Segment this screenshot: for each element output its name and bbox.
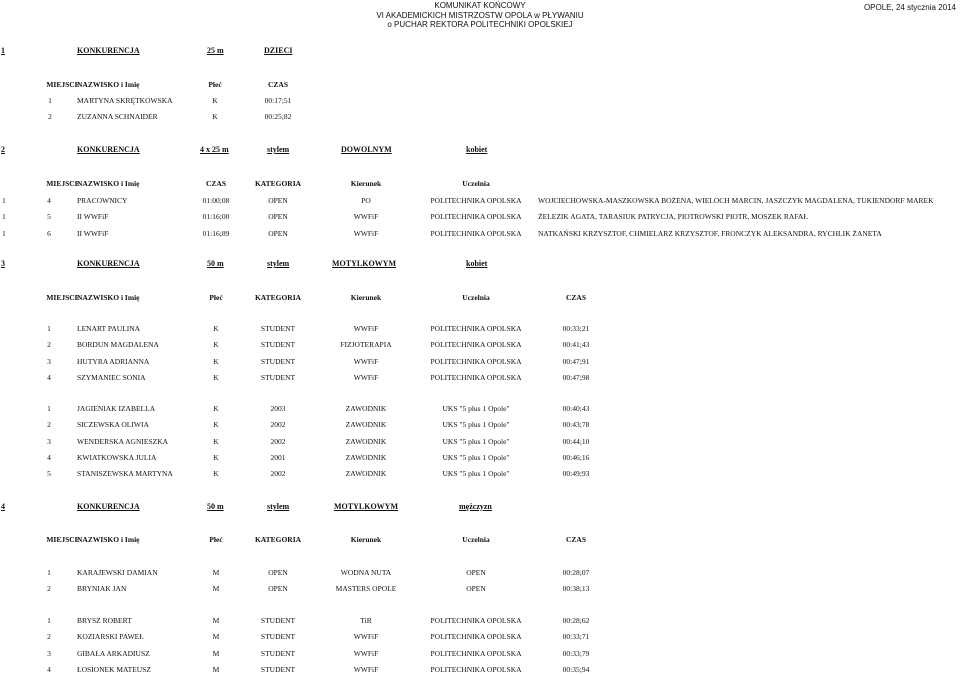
result-cell: 2 [47, 420, 51, 429]
column-header: MIEJSCE [46, 293, 80, 302]
result-cell: 01:00;08 [202, 196, 230, 205]
column-header: Uczelnia [462, 179, 490, 188]
result-cell: BRYNIAK JAN [77, 584, 127, 593]
column-header: Płeć [209, 535, 223, 544]
event-title-part: KONKURENCJA [77, 502, 140, 511]
result-cell: OPEN [268, 212, 288, 221]
result-cell: WWFiF [353, 632, 379, 641]
event-title-part: mężczyzn [459, 502, 492, 511]
column-header: KATEGORIA [254, 293, 302, 302]
event-title-part: DZIECI [264, 46, 293, 55]
result-cell: 1 [2, 212, 6, 221]
column-header: Uczelnia [462, 293, 490, 302]
result-cell: BRYSZ ROBERT [77, 616, 132, 625]
result-cell: HUTYRA ADRIANNA [77, 357, 150, 366]
result-cell: UKS "5 plus 1 Opole" [442, 469, 510, 478]
result-cell: JAGIENIAK IZABELLA [77, 404, 156, 413]
result-cell: K [212, 112, 218, 121]
result-cell: POLITECHNIKA OPOLSKA [430, 373, 522, 382]
result-cell: 3 [47, 649, 51, 658]
result-cell: II WWFiF [77, 212, 109, 221]
result-cell: ZUZANNA SCHNAIDER [77, 112, 158, 121]
result-cell: FIZJOTERAPIA [340, 340, 392, 349]
result-cell: 00:49;93 [562, 469, 590, 478]
result-cell: POLITECHNIKA OPOLSKA [430, 357, 522, 366]
result-cell: POLITECHNIKA OPOLSKA [430, 632, 522, 641]
result-cell: OPEN [268, 229, 288, 238]
result-cell: K [212, 96, 218, 105]
result-cell: K [213, 404, 219, 413]
result-cell: 4 [47, 373, 51, 382]
result-cell: 00:47;98 [562, 373, 590, 382]
result-cell: WOJCIECHOWSKA-MASZKOWSKA BOŻENA, WIELOCH MARCIN, JASZCZYK MAGDALENA, TUKIENDORF MAREK [538, 196, 934, 205]
result-cell: K [213, 357, 219, 366]
event-title-part: kobiet [466, 259, 488, 268]
column-header: Uczelnia [462, 535, 490, 544]
column-header: KATEGORIA [254, 535, 302, 544]
result-cell: POLITECHNIKA OPOLSKA [430, 340, 522, 349]
result-cell: WODNA NUTA [340, 568, 392, 577]
result-cell: 00:35;94 [562, 665, 590, 674]
event-title-part: 4 x 25 m [200, 145, 229, 154]
result-cell: POLITECHNIKA OPOLSKA [430, 229, 522, 238]
result-cell: 01:16;89 [202, 229, 230, 238]
result-cell: OPEN [268, 568, 288, 577]
report-header [0, 1, 960, 30]
result-cell: 1 [48, 96, 52, 105]
result-cell: SICZEWSKA OLIWIA [77, 420, 149, 429]
result-cell: 2002 [270, 469, 286, 478]
result-cell: STUDENT [260, 665, 296, 674]
result-cell: POLITECHNIKA OPOLSKA [430, 324, 522, 333]
result-cell: 1 [2, 196, 6, 205]
result-cell: OPEN [466, 584, 486, 593]
result-cell: M [212, 665, 220, 674]
event-title-part: stylem [267, 259, 290, 268]
result-cell: 3 [47, 357, 51, 366]
event-title-part: 50 m [207, 259, 224, 268]
result-cell: PRACOWNICY [77, 196, 128, 205]
result-cell: KOZIARSKI PAWEŁ [77, 632, 144, 641]
result-cell: 1 [2, 229, 6, 238]
column-header: NAZWISKO i Imię [77, 80, 140, 89]
result-cell: WWFiF [353, 324, 379, 333]
report-subtitle: VI AKADEMICKICH MISTRZOSTW OPOLA w PŁYWANIU [376, 10, 584, 20]
result-cell: OPEN [268, 584, 288, 593]
result-cell: ZAWODNIK [345, 469, 387, 478]
result-cell: 5 [47, 212, 51, 221]
result-cell: 1 [47, 324, 51, 333]
result-cell: PO [361, 196, 371, 205]
column-header: MIEJSCE [46, 535, 80, 544]
result-cell: UKS "5 plus 1 Opole" [442, 437, 510, 446]
result-cell: 1 [47, 616, 51, 625]
result-cell: MASTERS OPOLE [335, 584, 397, 593]
event-title-part: KONKURENCJA [77, 145, 140, 154]
result-cell: WWFiF [353, 665, 379, 674]
result-cell: K [213, 420, 219, 429]
result-cell: II WWFiF [77, 229, 109, 238]
event-title-part: stylem [267, 145, 290, 154]
result-cell: STUDENT [260, 340, 296, 349]
result-cell: 2 [48, 112, 52, 121]
result-cell: POLITECHNIKA OPOLSKA [430, 665, 522, 674]
column-header: CZAS [205, 179, 227, 188]
result-cell: 4 [47, 665, 51, 674]
event-title-part: kobiet [466, 145, 488, 154]
result-cell: WWFiF [353, 649, 379, 658]
column-header: Kierunek [350, 179, 382, 188]
result-cell: 2003 [270, 404, 286, 413]
event-title-part: 25 m [207, 46, 224, 55]
column-header: MIEJSCE [46, 179, 80, 188]
result-cell: K [213, 324, 219, 333]
column-header: MIEJSCE [46, 80, 80, 89]
event-title-part: stylem [267, 502, 290, 511]
result-cell: UKS "5 plus 1 Opole" [442, 404, 510, 413]
result-cell: GIBAŁA ARKADIUSZ [77, 649, 150, 658]
column-header: CZAS [267, 80, 289, 89]
result-cell: 2 [47, 340, 51, 349]
result-cell: SZYMANIEC SONIA [77, 373, 146, 382]
result-cell: LENART PAULINA [77, 324, 141, 333]
column-header: KATEGORIA [254, 179, 302, 188]
result-cell: STUDENT [260, 357, 296, 366]
result-cell: 3 [47, 437, 51, 446]
result-cell: 00:28;62 [562, 616, 590, 625]
result-cell: POLITECHNIKA OPOLSKA [430, 649, 522, 658]
result-cell: BORDUN MAGDALENA [77, 340, 159, 349]
result-cell: 00:47;91 [562, 357, 590, 366]
column-header: Kierunek [350, 293, 382, 302]
column-header: CZAS [565, 535, 587, 544]
result-cell: ZAWODNIK [345, 453, 387, 462]
result-cell: 2001 [270, 453, 286, 462]
result-cell: STUDENT [260, 649, 296, 658]
result-cell: 00:44;10 [562, 437, 590, 446]
result-cell: M [212, 649, 220, 658]
result-cell: 1 [47, 568, 51, 577]
result-cell: UKS "5 plus 1 Opole" [442, 453, 510, 462]
column-header: NAZWISKO i Imię [77, 535, 140, 544]
result-cell: STUDENT [260, 616, 296, 625]
result-cell: POLITECHNIKA OPOLSKA [430, 212, 522, 221]
result-cell: M [212, 616, 220, 625]
result-cell: KARAJEWSKI DAMIAN [77, 568, 158, 577]
result-cell: 4 [47, 453, 51, 462]
result-cell: K [213, 453, 219, 462]
result-cell: 2002 [270, 437, 286, 446]
result-cell: K [213, 340, 219, 349]
event-title-part: 50 m [207, 502, 224, 511]
result-cell: ZAWODNIK [345, 420, 387, 429]
result-cell: STUDENT [260, 324, 296, 333]
result-cell: 00:43;78 [562, 420, 590, 429]
result-cell: 01:16;00 [202, 212, 230, 221]
column-header: Płeć [209, 293, 223, 302]
event-title-part: KONKURENCJA [77, 259, 140, 268]
result-cell: 00:46;16 [562, 453, 590, 462]
result-cell: 2 [47, 632, 51, 641]
result-cell: WWFiF [353, 357, 379, 366]
event-title-part: KONKURENCJA [77, 46, 140, 55]
result-cell: 00:41;43 [562, 340, 590, 349]
report-subtitle-2: o PUCHAR REKTORA POLITECHNIKI OPOLSKIEJ [387, 20, 573, 29]
result-cell: K [213, 373, 219, 382]
result-cell: 1 [47, 404, 51, 413]
result-cell: M [212, 568, 220, 577]
result-cell: 4 [47, 196, 51, 205]
result-cell: 00:28;07 [562, 568, 590, 577]
result-cell: POLITECHNIKA OPOLSKA [430, 196, 522, 205]
result-cell: WWFiF [353, 229, 379, 238]
result-cell: TiR [360, 616, 372, 625]
result-cell: 5 [47, 469, 51, 478]
column-header: Kierunek [350, 535, 382, 544]
result-cell: 00:25;82 [264, 112, 292, 121]
event-title-part: MOTYLKOWYM [332, 259, 396, 268]
result-cell: POLITECHNIKA OPOLSKA [430, 616, 522, 625]
result-cell: UKS "5 plus 1 Opole" [442, 420, 510, 429]
result-cell: 2 [47, 584, 51, 593]
column-header: NAZWISKO i Imię [77, 179, 140, 188]
result-cell: M [212, 632, 220, 641]
result-cell: WENDERSKA AGNIESZKA [77, 437, 169, 446]
event-title-part: 1 [1, 46, 5, 55]
result-cell: WWFiF [353, 373, 379, 382]
result-cell: STUDENT [260, 632, 296, 641]
column-header: CZAS [565, 293, 587, 302]
result-cell: ZAWODNIK [345, 437, 387, 446]
event-title-part: DOWOLNYM [341, 145, 392, 154]
result-cell: KWIATKOWSKA JULIA [77, 453, 157, 462]
result-cell: ŻELEZIK AGATA, TARASIUK PATRYCJA, PIOTROWSKI PIOTR, MOSZEK RAFAŁ [538, 212, 808, 221]
event-title-part: 2 [1, 145, 5, 154]
result-cell: STANISZEWSKA MARTYNA [77, 469, 173, 478]
result-cell: 2002 [270, 420, 286, 429]
event-title-part: MOTYLKOWYM [334, 502, 398, 511]
result-cell: 00:17;51 [264, 96, 292, 105]
result-cell: OPEN [268, 196, 288, 205]
report-date: OPOLE, 24 stycznia 2014 [863, 3, 956, 12]
column-header: Płeć [208, 80, 222, 89]
result-cell: M [212, 584, 220, 593]
result-cell: 6 [47, 229, 51, 238]
result-cell: OPEN [466, 568, 486, 577]
report-title: KOMUNIKAT KOŃCOWY [434, 1, 526, 10]
result-cell: 00:40;43 [562, 404, 590, 413]
result-cell: MARTYNA SKRĘTKOWSKA [77, 96, 173, 105]
result-cell: 00:33;21 [562, 324, 590, 333]
result-cell: STUDENT [260, 373, 296, 382]
result-cell: 00:38;13 [562, 584, 590, 593]
column-header: NAZWISKO i Imię [77, 293, 140, 302]
result-cell: K [213, 469, 219, 478]
result-cell: ŁOSIONEK MATEUSZ [77, 665, 151, 674]
result-cell: K [213, 437, 219, 446]
result-cell: 00:33;71 [562, 632, 590, 641]
result-cell: WWFiF [353, 212, 379, 221]
result-cell: ZAWODNIK [345, 404, 387, 413]
event-title-part: 4 [1, 502, 5, 511]
event-title-part: 3 [1, 259, 5, 268]
result-cell: NATKAŃSKI KRZYSZTOF, CHMIELARZ KRZYSZTOF, FRONCZYK ALEKSANDRA, RYCHLIK ŻANETA [538, 229, 882, 238]
result-cell: 00:33;79 [562, 649, 590, 658]
